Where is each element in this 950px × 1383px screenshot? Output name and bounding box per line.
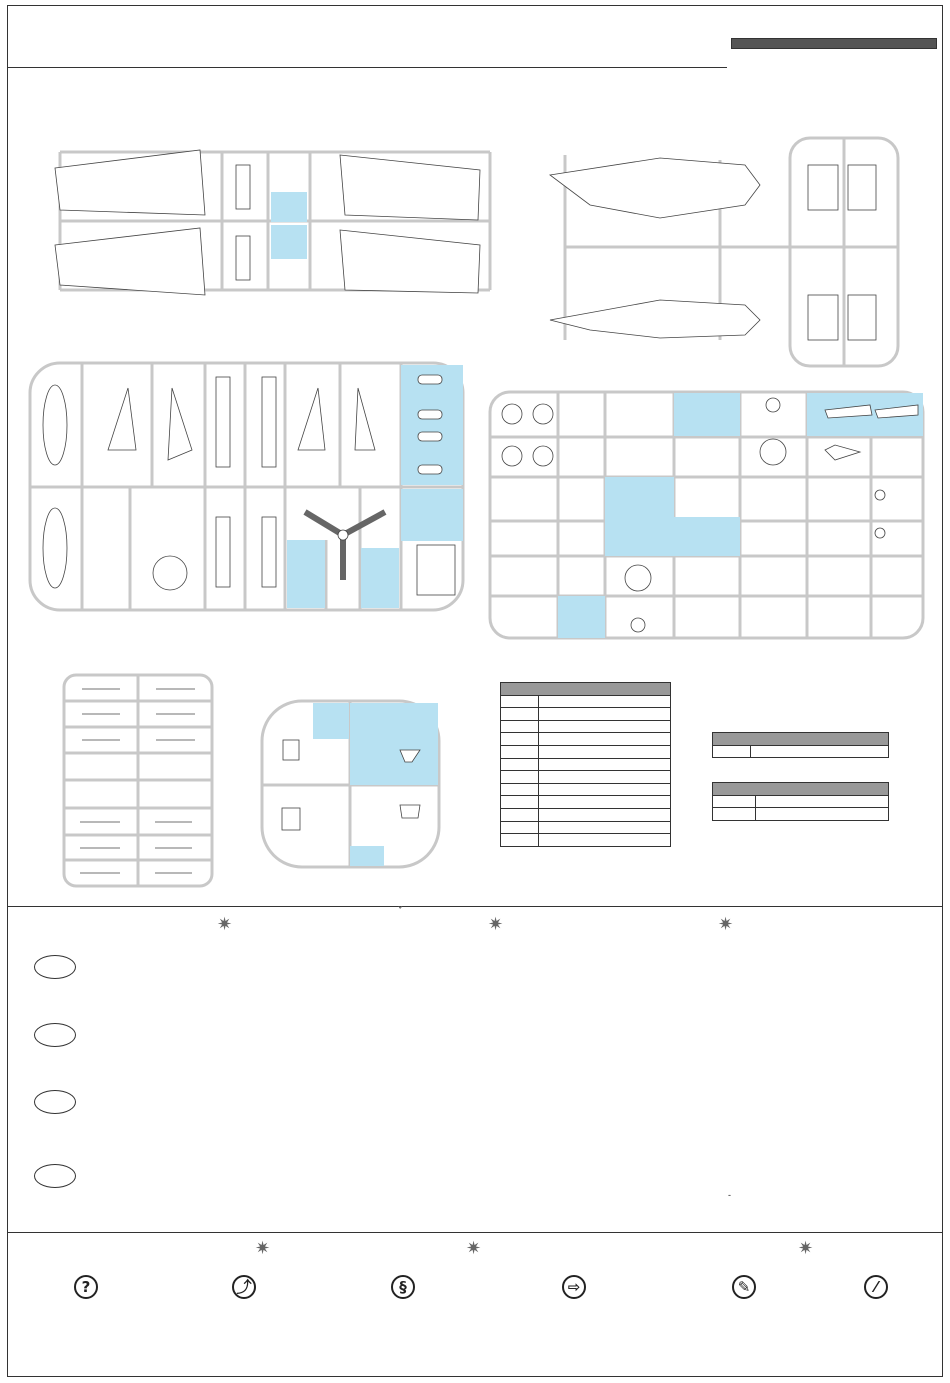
arrow-right-icon: ⇨ [562, 1275, 586, 1299]
star-icon: ✷ [217, 914, 233, 935]
parts-table-a [712, 732, 889, 758]
star-icon: ✷ [718, 914, 734, 935]
section-rule-2 [7, 1232, 943, 1233]
star-icon: ✷ [255, 1238, 271, 1259]
footnote-mark: - [728, 1190, 731, 1200]
wing-top-left [55, 150, 205, 215]
wing-top-right [340, 155, 480, 220]
fuselage-top [550, 158, 760, 218]
caret-icon: ˇ [397, 906, 404, 921]
step-marker-1 [34, 955, 76, 979]
step-marker-2 [34, 1023, 76, 1047]
star-icon: ✷ [798, 1238, 814, 1259]
step-marker-4 [34, 1164, 76, 1188]
fuselage-bottom [550, 300, 760, 338]
star-icon: ✷ [466, 1238, 482, 1259]
bend-up-icon: ⤴ [232, 1275, 256, 1299]
spring-icon: § [391, 1275, 415, 1299]
blade-icon: ⁄ [864, 1275, 888, 1299]
question-icon: ? [74, 1275, 98, 1299]
parts-table-b [712, 782, 889, 821]
wing-bottom-left [55, 228, 205, 295]
parts-table-main [500, 682, 671, 847]
parts-table-main-header [501, 683, 671, 696]
wing-bottom-right [340, 230, 480, 293]
saw-icon: ✎ [732, 1275, 756, 1299]
section-rule-1 [7, 906, 943, 907]
star-icon: ✷ [488, 914, 504, 935]
step-marker-3 [34, 1090, 76, 1114]
